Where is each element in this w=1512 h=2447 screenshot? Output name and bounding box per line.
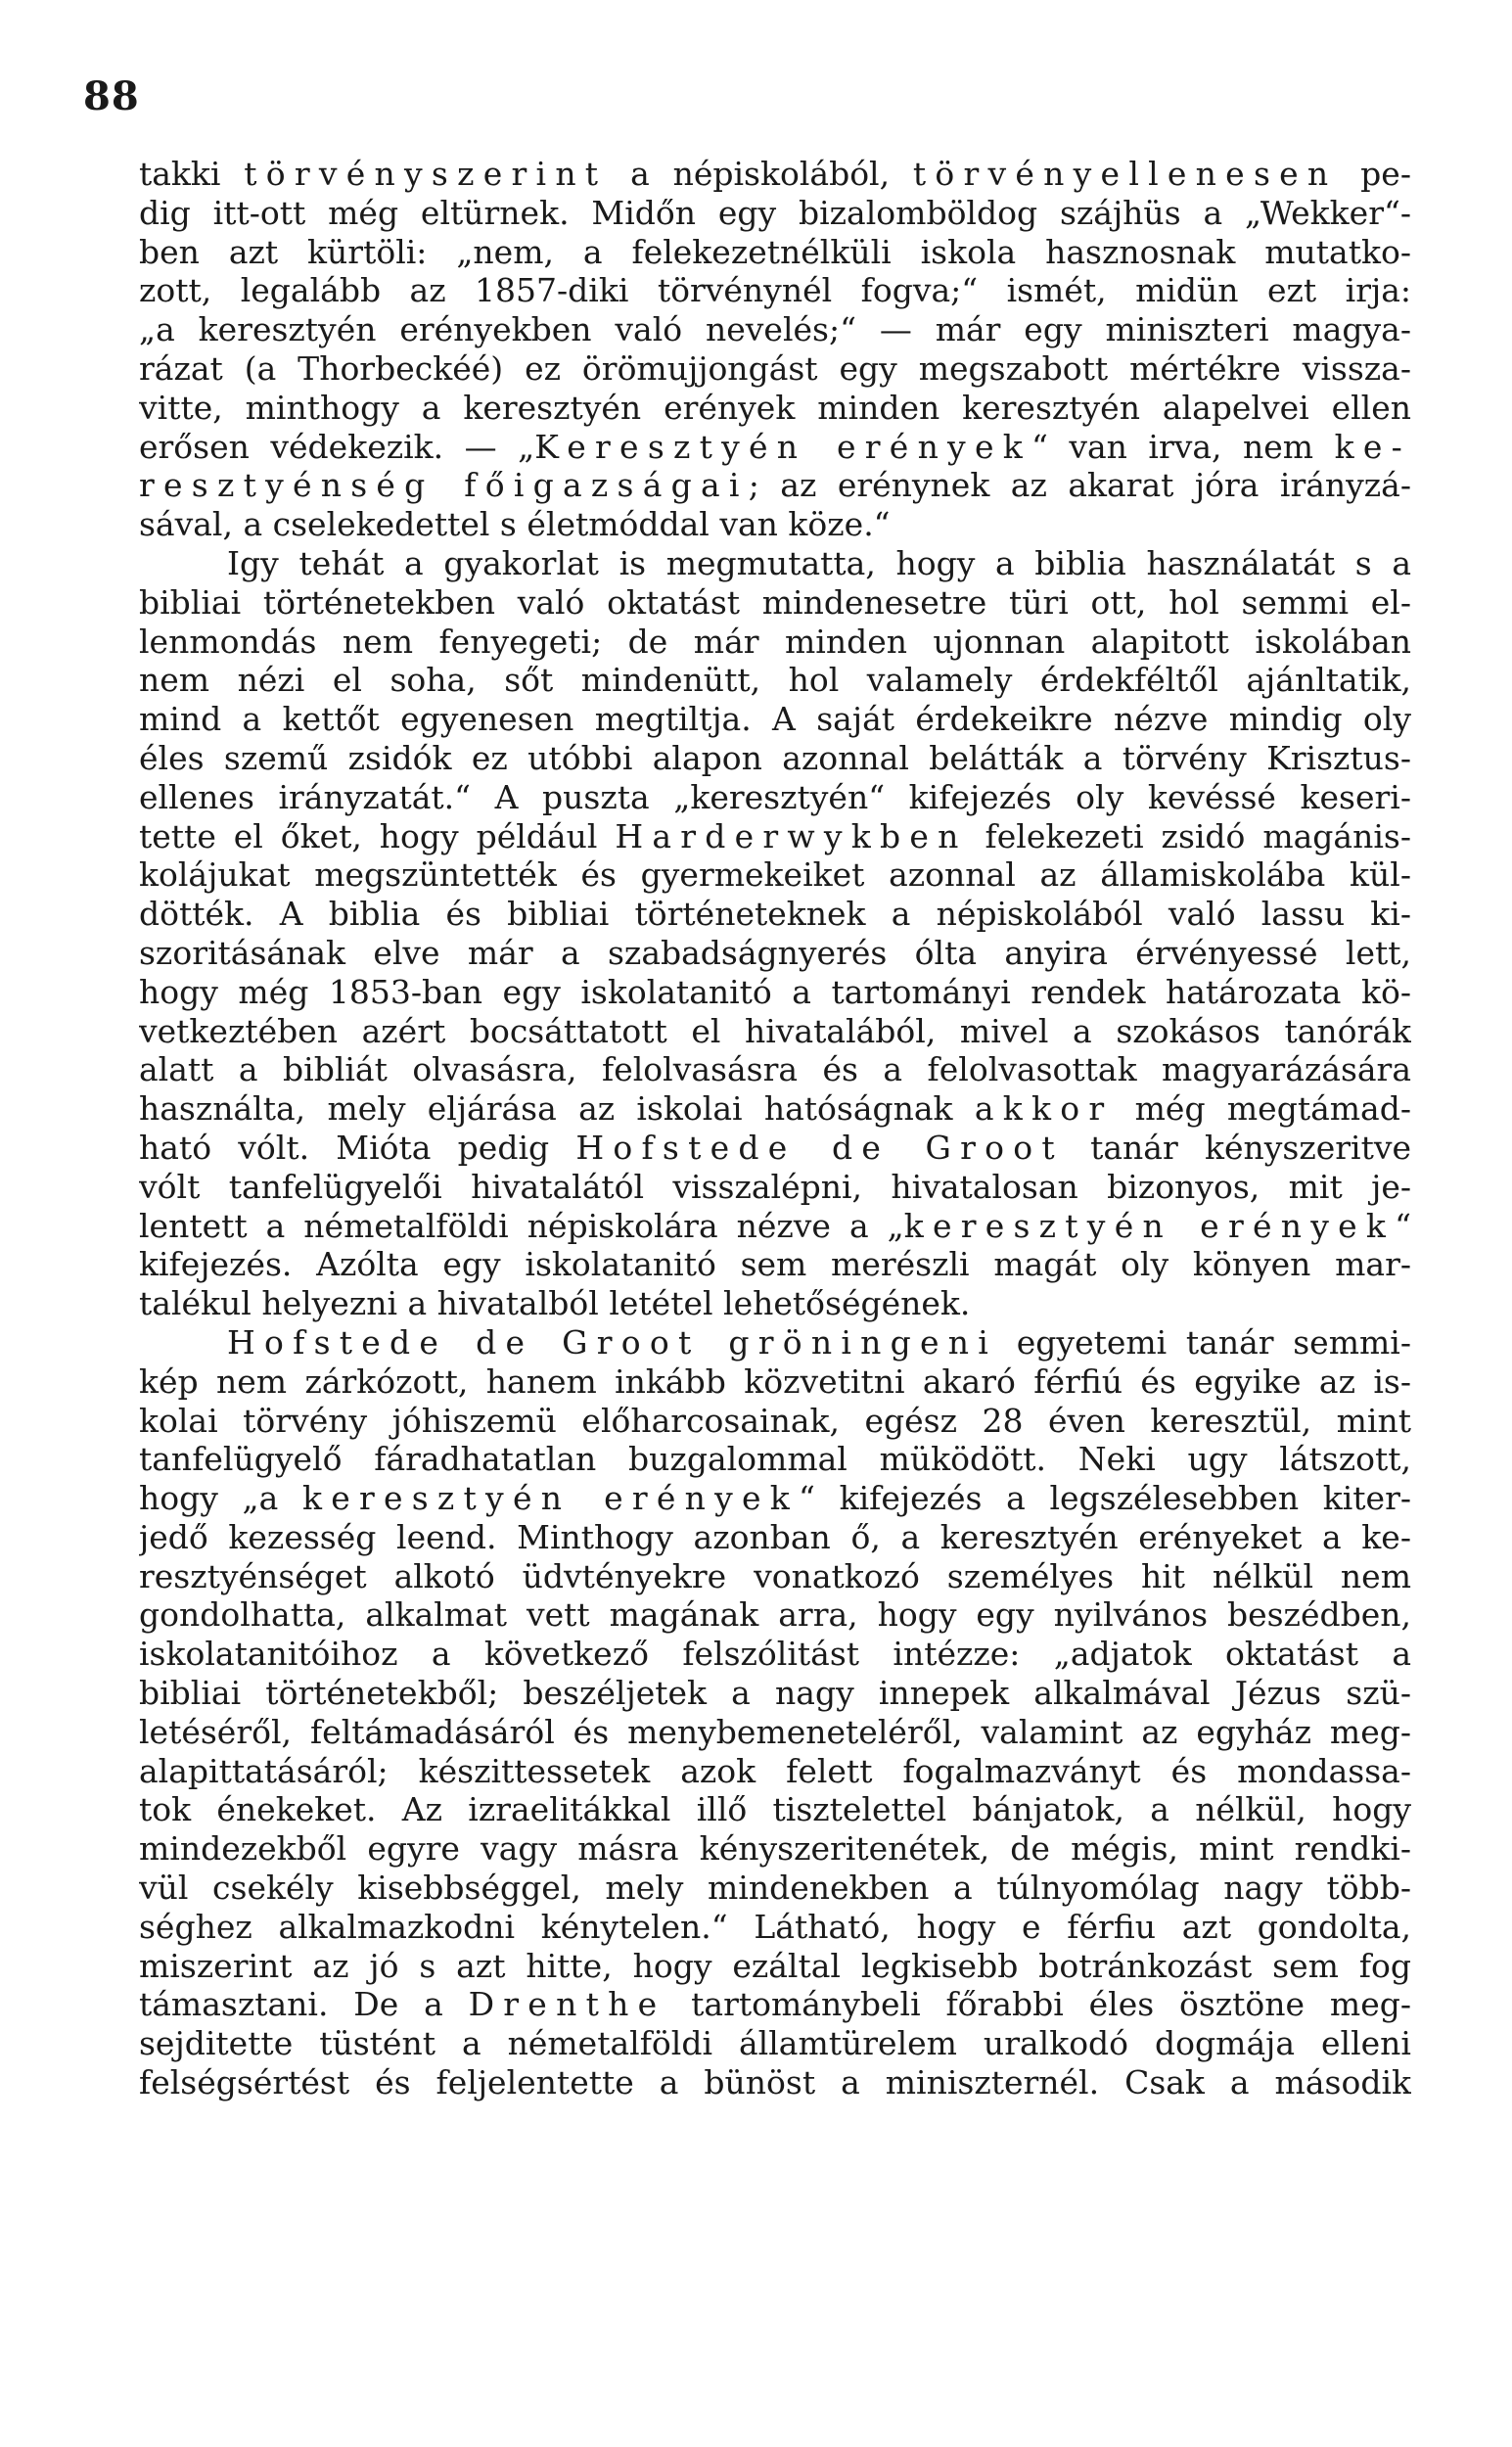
text-line: [139, 700, 1411, 739]
text-run: felségsértést és feljelentette a bünöst a miniszternél. Csak a második: [139, 2063, 1411, 2102]
text-run: Igy tehát a gyakorlat is megmutatta, hogy a biblia használatát s a: [227, 543, 1411, 582]
text-run: alatt a bibliát olvasásra, felolvasásra és a felolvasottak magyarázására: [139, 1050, 1411, 1089]
text-run: kolai törvény jóhiszemü előharcosainak, egész 28 éven keresztül, mint: [139, 1401, 1411, 1440]
body-text: [139, 155, 1411, 2102]
text-line: [139, 1869, 1411, 1908]
text-run: tok énekeket. Az izraelitákkal illő tisztelettel bánjatok, a nélkül, hogy: [139, 1790, 1411, 1829]
text-line: [139, 310, 1411, 349]
text-run: egyetemi tanár semmi-: [997, 1322, 1411, 1362]
text-line: [139, 428, 1411, 467]
text-run: tartománybeli főrabbi éles ösztöne meg-: [665, 1985, 1411, 2024]
text-line: [139, 466, 1411, 505]
text-run: erősen védekezik. — „: [139, 427, 535, 466]
spaced-emphasis: Hofstede de Groot: [575, 1128, 1064, 1167]
spaced-emphasis: törvényellenesen: [912, 155, 1338, 193]
text-run: alapittatásáról; készittessetek azok felett fogalmazványt és mondassa-: [139, 1751, 1411, 1790]
text-run: hogy még 1853-ban egy iskolatanitó a tartományi rendek határozata kö-: [139, 972, 1411, 1011]
text-line: [139, 271, 1411, 310]
text-run: lentett a németalföldi népiskolára nézve a „: [139, 1206, 904, 1245]
text-line: [139, 1635, 1411, 1674]
text-run: letéséről, feltámadásáról és menybemeneteléről, valamint az egyház meg-: [139, 1712, 1411, 1751]
spaced-emphasis: törvényszerint: [244, 155, 608, 193]
spaced-emphasis: resztyénség főigazságai: [139, 466, 749, 505]
text-line: [139, 544, 1411, 583]
text-run: éles szemű zsidók ez utóbbi alapon azonnal belátták a törvény Krisztus-: [139, 738, 1411, 777]
text-run: gondolhatta, alkalmat vett magának arra, hogy egy nyilvános beszédben,: [139, 1595, 1411, 1635]
text-line: [139, 739, 1411, 778]
text-run: tanfelügyelő fáradhatatlan buzgalommal müködött. Neki ugy látszott,: [139, 1440, 1411, 1479]
text-run: ható vólt. Mióta pedig: [139, 1128, 576, 1167]
text-line: [139, 778, 1411, 817]
text-run: “ kifejezés a legszélesebben kiter-: [799, 1479, 1411, 1518]
text-run: mind a kettőt egyenesen megtiltja. A saját érdekeikre nézve mindig oly: [139, 700, 1411, 739]
text-line: [139, 155, 1411, 194]
text-line: [139, 2063, 1411, 2102]
text-run: séghez alkalmazkodni kénytelen.“ Látható, hogy e férfiu azt gondolta,: [139, 1907, 1411, 1946]
text-line: [139, 349, 1411, 389]
text-run: ellenes irányzatát.“ A puszta „keresztyén“ kifejezés oly kevéssé keseri-: [139, 777, 1411, 816]
text-line: [139, 1323, 1411, 1362]
text-run: kifejezés. Azólta egy iskolatanitó sem merészli magát oly könyen mar-: [139, 1245, 1411, 1284]
text-run: bibliai történetekben való oktatást mindenesetre türi ott, hol semmi el-: [139, 582, 1411, 622]
spaced-emphasis: Harderwykben: [615, 816, 968, 855]
text-line: [139, 895, 1411, 934]
text-line: [139, 1129, 1411, 1168]
text-run: tette el őket, hogy például: [139, 816, 616, 855]
text-line: [139, 1752, 1411, 1791]
text-run: iskolatanitóihoz a következő felszólitást intézze: „adjatok oktatást a: [139, 1635, 1411, 1674]
text-run: bibliai történetekből; beszéljetek a nagy innepek alkalmával Jézus szü-: [139, 1674, 1411, 1713]
text-line: [139, 1713, 1411, 1752]
text-run: takki: [139, 155, 245, 193]
text-run: még megtámad-: [1113, 1089, 1411, 1129]
spaced-emphasis: ke-: [1334, 427, 1411, 466]
text-line: [139, 1440, 1411, 1479]
text-run: kép nem zárkózott, hanem inkább közvetitni akaró férfiú és egyike az is-: [139, 1362, 1411, 1401]
text-run: sejditette tüstént a németalföldi államtürelem uralkodó dogmája elleni: [139, 2024, 1411, 2063]
text-line: [139, 1557, 1411, 1596]
text-line: [139, 1947, 1411, 1986]
text-line: [139, 1674, 1411, 1713]
text-line: [139, 1985, 1411, 2024]
text-run: felekezeti zsidó magánis-: [967, 816, 1411, 855]
text-line: [139, 1050, 1411, 1089]
text-run: ; az erénynek az akarat jóra irányzá-: [748, 466, 1411, 505]
text-run: tanár kényszeritve: [1063, 1128, 1411, 1167]
text-line: [139, 583, 1411, 623]
text-run: “ van irva, nem: [1031, 427, 1335, 466]
text-line: [139, 817, 1411, 856]
spaced-emphasis: keresztyén erények: [903, 1206, 1396, 1245]
text-run: dig itt-ott még eltürnek. Midőn egy bizalomböldog szájhüs a „Wekker“-: [139, 193, 1411, 232]
text-run: resztyénséget alkotó üdvtényekre vonatkozó személyes hit nélkül nem: [139, 1556, 1411, 1595]
text-run: mindezekből egyre vagy másra kényszeritenétek, de mégis, mint rendki-: [139, 1829, 1411, 1869]
text-run: lenmondás nem fenyegeti; de már minden ujonnan alapitott iskolában: [139, 622, 1411, 661]
text-line: [139, 1168, 1411, 1207]
page-number: 88: [83, 73, 140, 119]
text-line: [139, 194, 1411, 233]
text-run: zott, legalább az 1857-diki törvénynél fogva;“ ismét, midün ezt irja:: [139, 271, 1411, 310]
text-line: [139, 505, 1411, 544]
text-line: [139, 1908, 1411, 1947]
spaced-emphasis: Hofstede de Groot gröningeni: [227, 1322, 998, 1362]
text-run: a népiskolából,: [607, 155, 913, 193]
text-line: [139, 1284, 1411, 1323]
text-run: hogy „a: [139, 1479, 302, 1518]
text-line: [139, 855, 1411, 895]
text-run: vül csekély kisebbséggel, mely mindenekben a túlnyomólag nagy több-: [139, 1869, 1411, 1908]
text-line: [139, 1362, 1411, 1402]
text-run: kolájukat megszüntették és gyermekeiket azonnal az államiskolába kül-: [139, 855, 1411, 895]
spaced-emphasis: Keresztyén erények: [534, 427, 1031, 466]
text-line: [139, 1245, 1411, 1284]
text-line: [139, 1089, 1411, 1129]
text-run: szoritásának elve már a szabadságnyerés ólta anyira érvényessé lett,: [139, 933, 1411, 972]
text-run: miszerint az jó s azt hitte, hogy ezáltal legkisebb botránkozást sem fog: [139, 1946, 1411, 1985]
text-line: [139, 623, 1411, 662]
text-run: vetkeztében azért bocsáttatott el hivatalából, mivel a szokásos tanórák: [139, 1011, 1411, 1050]
text-run: dötték. A biblia és bibliai történeteknek a népiskolából való lassu ki-: [139, 895, 1411, 934]
text-line: [139, 934, 1411, 973]
text-line: [139, 661, 1411, 700]
text-line: [139, 2024, 1411, 2063]
text-run: nem nézi el soha, sőt mindenütt, hol valamely érdekféltől ajánltatik,: [139, 661, 1411, 700]
text-line: [139, 1829, 1411, 1869]
spaced-emphasis: akkor: [974, 1089, 1114, 1129]
text-run: támasztani. De a: [139, 1985, 469, 2024]
text-run: vitte, minthogy a keresztyén erények minden keresztyén alapelvei ellen: [139, 388, 1411, 427]
text-run: sával, a cselekedettel s életmóddal van köze.“: [139, 505, 891, 544]
text-run: talékul helyezni a hivatalból letétel lehetőségének.: [139, 1284, 971, 1323]
text-run: “: [1395, 1206, 1411, 1245]
text-line: [139, 1790, 1411, 1829]
text-run: „a keresztyén erényekben való nevelés;“ — már egy miniszteri magya-: [139, 310, 1411, 349]
text-line: [139, 1595, 1411, 1635]
text-run: vólt tanfelügyelői hivatalától visszalépni, hivatalosan bizonyos, mit je-: [139, 1167, 1411, 1206]
text-line: [139, 973, 1411, 1012]
text-line: [139, 389, 1411, 428]
text-line: [139, 1479, 1411, 1518]
text-line: [139, 1012, 1411, 1051]
text-run: ben azt kürtöli: „nem, a felekezetnélküli iskola hasznosnak mutatko-: [139, 232, 1411, 271]
text-line: [139, 233, 1411, 272]
text-line: [139, 1207, 1411, 1246]
text-run: jedő kezesség leend. Minthogy azonban ő, a keresztyén erényeket a ke-: [139, 1517, 1411, 1556]
text-run: használta, mely eljárása az iskolai hatóságnak: [139, 1089, 975, 1129]
spaced-emphasis: keresztyén erények: [301, 1479, 800, 1518]
text-run: rázat (a Thorbeckéé) ez örömujjongást egy megszabott mértékre vissza-: [139, 348, 1411, 388]
text-run: pe-: [1337, 155, 1411, 193]
spaced-emphasis: Drenthe: [468, 1985, 666, 2024]
text-line: [139, 1518, 1411, 1557]
text-line: [139, 1402, 1411, 1441]
